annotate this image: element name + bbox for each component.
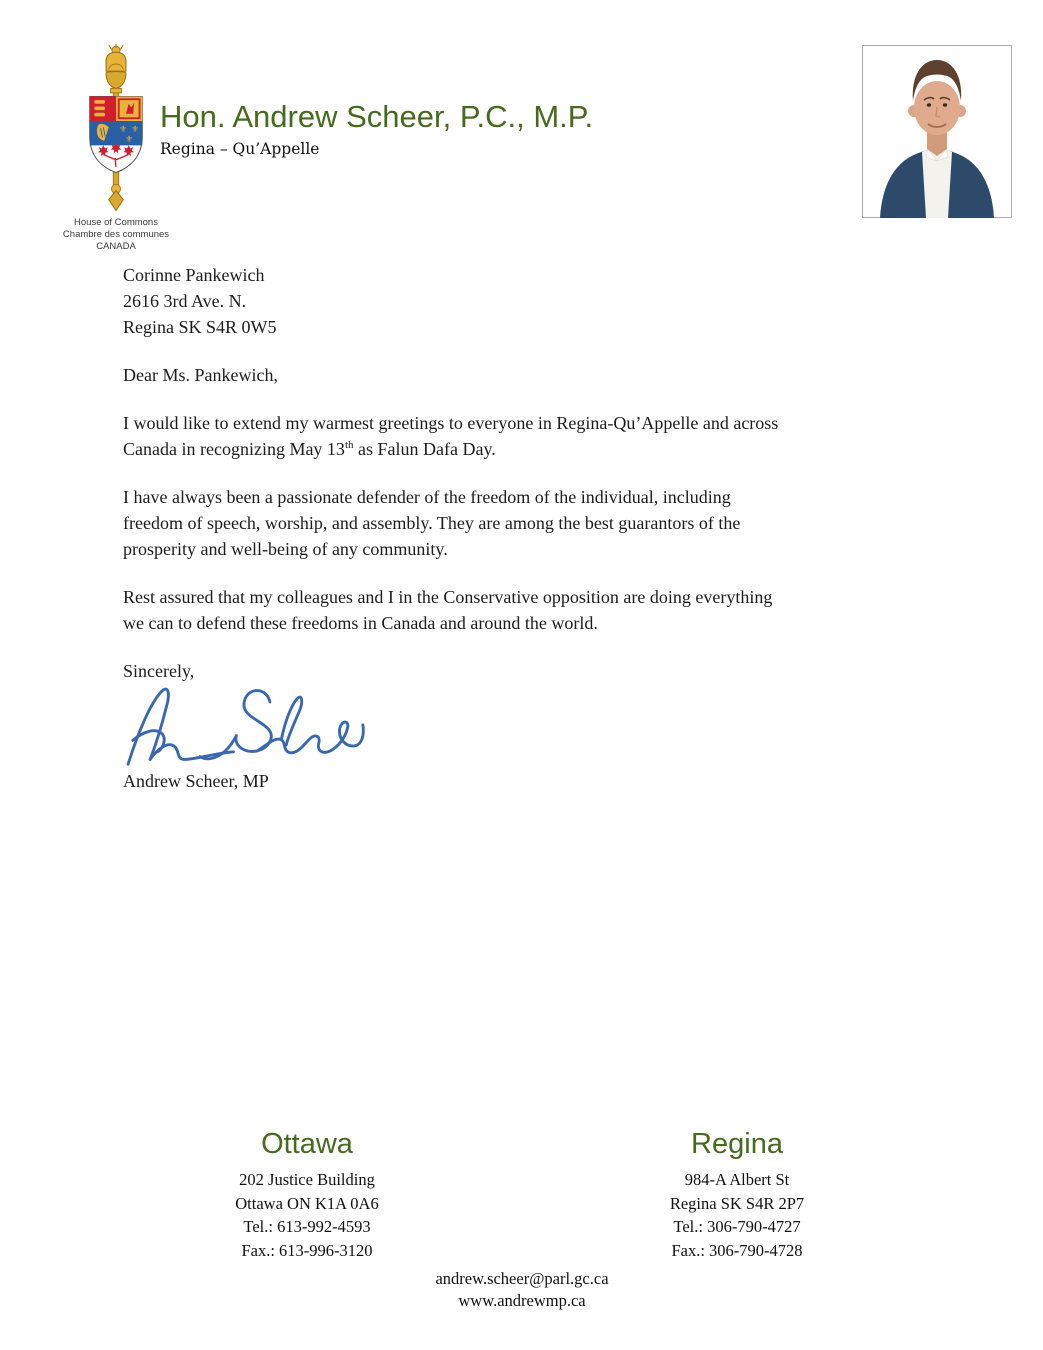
paragraph-2-line-1: I have always been a passionate defender of the freedom of the individual, including: [123, 487, 731, 507]
letter-body: [123, 262, 928, 794]
svg-text:⚜: ⚜: [130, 124, 140, 135]
signature: [119, 678, 928, 768]
office-ottawa-city: Ottawa: [261, 1128, 353, 1160]
paragraph-2-line-2: freedom of speech, worship, and assembly. They are among the best guarantors of the: [123, 513, 741, 533]
office-regina-fax: Fax.: 306-790-4728: [671, 1240, 803, 1260]
portrait-photo-image: [862, 45, 1012, 218]
emblem-line-house-of-commons: House of Commons: [74, 217, 158, 228]
office-regina-address-2: Regina SK S4R 2P7: [669, 1193, 805, 1213]
signed-name: Andrew Scheer, MP: [123, 771, 269, 791]
paragraph-1: [123, 410, 928, 462]
office-regina-city: Regina: [691, 1128, 783, 1160]
letterhead: [160, 98, 593, 159]
website-url: www.andrewmp.ca: [458, 1291, 586, 1310]
portrait-photo: [862, 45, 1012, 218]
paragraph-1-line-1: I would like to extend my warmest greetings to everyone in Regina-Qu’Appelle and across: [123, 413, 779, 433]
contact-block: [322, 1268, 722, 1312]
recipient-street: 2616 3rd Ave. N.: [123, 291, 247, 311]
paragraph-3-line-2: we can to defend these freedoms in Canada and around the world.: [123, 613, 598, 633]
emblem-line-chambre: Chambre des communes: [62, 229, 170, 240]
emblem-line-canada: CANADA: [96, 241, 136, 252]
paragraph-3: [123, 584, 928, 636]
riding-name: Regina – Qu’Appelle: [160, 140, 320, 158]
closing: Sincerely,: [123, 661, 195, 681]
paragraph-1-line-2-post: as Falun Dafa Day.: [353, 439, 496, 459]
recipient-city: Regina SK S4R 0W5: [123, 317, 277, 337]
office-ottawa-address-1: 202 Justice Building: [239, 1170, 375, 1189]
ordinal-superscript: th: [344, 439, 354, 451]
svg-text:⚜: ⚜: [119, 124, 128, 135]
recipient-name: Corinne Pankewich: [123, 265, 265, 285]
office-ottawa: [157, 1126, 457, 1262]
office-regina-tel: Tel.: 306-790-4727: [673, 1217, 801, 1236]
salutation: Dear Ms. Pankewich,: [123, 365, 278, 385]
recipient-address: [123, 262, 928, 340]
paragraph-1-line-2: [123, 436, 928, 462]
email-address: andrew.scheer@parl.gc.ca: [435, 1269, 609, 1288]
mp-name: Hon. Andrew Scheer, P.C., M.P.: [160, 99, 594, 134]
paragraph-3-line-1: Rest assured that my colleagues and I in the Conservative opposition are doing everything: [123, 587, 773, 607]
office-regina-address-1: 984-A Albert St: [684, 1170, 790, 1189]
office-regina: [587, 1126, 887, 1262]
mace-and-shield-icon: [64, 44, 168, 216]
office-ottawa-tel: Tel.: 613-992-4593: [243, 1217, 371, 1236]
paragraph-2: [123, 484, 928, 562]
paragraph-2-line-3: prosperity and well-being of any community.: [123, 539, 448, 559]
office-ottawa-fax: Fax.: 613-996-3120: [241, 1240, 373, 1260]
svg-text:⚜: ⚜: [125, 134, 134, 145]
paragraph-1-line-2-pre: Canada in recognizing May 13: [123, 439, 345, 459]
office-ottawa-address-2: Ottawa ON K1A 0A6: [235, 1193, 379, 1213]
signature-ink-icon: [119, 678, 371, 770]
